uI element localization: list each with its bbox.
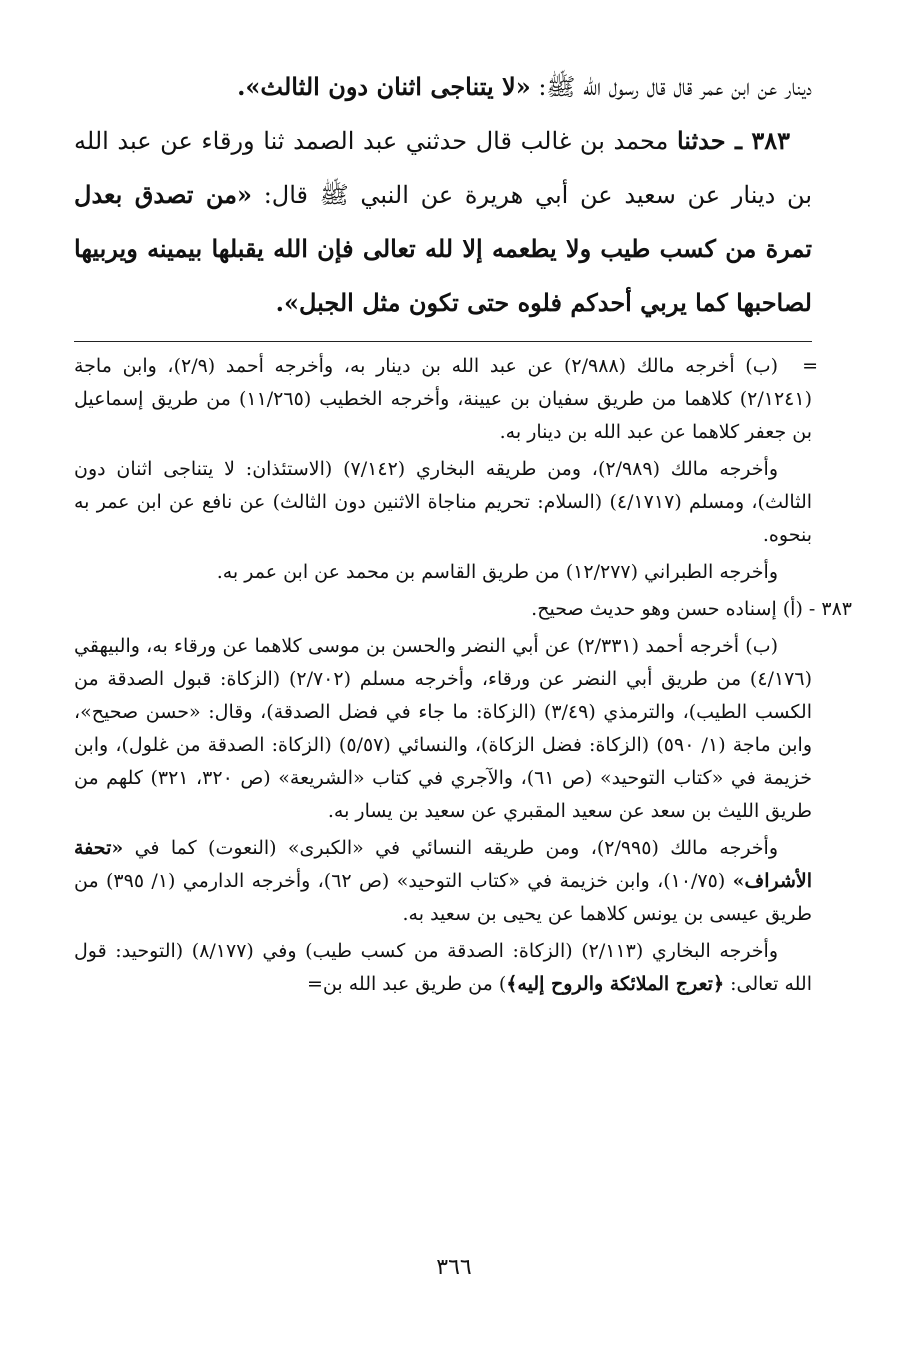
hadith-383 xyxy=(74,114,812,330)
footnote-383-grade: إسناده حسن وهو حديث صحيح. xyxy=(531,598,783,620)
page-number: ٣٦٦ xyxy=(436,1255,472,1280)
footnote-p3: وأخرجه الطبراني (١٢/٢٧٧) من طريق القاسم بن محمد عن ابن عمر به. xyxy=(216,561,778,583)
footnote-p1 xyxy=(74,350,818,449)
main-text xyxy=(74,60,812,330)
hadith-383-isnad: محمد بن غالب قال حدثني عبد الصمد ثنا ورقاء عن عبد الله بن دينار عن سعيد عن أبي هريرة عن النبي ﷺ قال: xyxy=(74,127,812,209)
quran-verse: ﴿تعرج الملائكة والروح إليه﴾ xyxy=(506,973,725,995)
footnote-p5-text-c: (١٠/٧٥)، وابن خزيمة في «كتاب التوحيد» (ص ٦٢)، وأخرجه الدارمي (١/ ٣٩٥) من طريق عيسى بن يونس كلاهما عن يحيى بن سعيد به. xyxy=(74,870,812,925)
book-title: «تحفة الأشراف» xyxy=(74,837,813,892)
continuation-mark: = xyxy=(802,355,818,377)
footnote-383-label: ٣٨٣ - (أ) xyxy=(782,598,852,620)
hadith-383-number: ٣٨٣ ـ حدثنا xyxy=(676,126,790,155)
footnote-p6-text-a: وأخرجه البخاري (٢/١١٣) (الزكاة: الصدقة من كسب طيب) وفي (٨/١٧٧) (التوحيد: قول الله تعالى: xyxy=(74,940,812,995)
footnote-p4: (ب) أخرجه أحمد (٢/٣٣١) عن أبي النضر والحسن بن موسى كلاهما عن ورقاء به، والبيهقي (٤/١٧٦) من طريق أبي النضر عن ورقاء، وأخرجه مسلم (٢/٧٠٢) (الزكاة: قبول الصدقة من الكسب الطيب)، والترمذي (٣/٤٩) (الزكاة: ما جاء في فضل الصدقة)، وقال: «حسن صحيح»، وابن ماجة (١/ ٥٩٠) (الزكاة: فضل الزكاة)، والنسائي (٥/٥٧) (الزكاة: الصدقة من غلول)، وابن خزيمة في «كتاب التوحيد» (ص ٦١)، والآجري في كتاب «الشريعة» (ص ٣٢٠، ٣٢١) كلهم من طريق الليث بن سعد عن سعيد المقبري عن سعيد بن يسار به. xyxy=(74,635,813,822)
footnote-p2: وأخرجه مالك (٢/٩٨٩)، ومن طريقه البخاري (٧/١٤٢) (الاستئذان: لا يتناجى اثنان دون الثالث)، ومسلم (٤/١٧١٧) (السلام: تحريم مناجاة الاثنين دون الثالث) عن نافع عن ابن عمر به بنحوه. xyxy=(74,458,813,546)
footnote-p5-text-a: وأخرجه مالك (٢/٩٩٥)، ومن طريقه النسائي في «الكبرى» (النعوت) كما في xyxy=(123,837,779,859)
footnote-divider xyxy=(74,341,812,342)
hadith-quote: «لا يتناجى اثنان دون الثالث». xyxy=(237,72,531,101)
footnote-p1-text: (ب) أخرجه مالك (٢/٩٨٨) عن عبد الله بن دينار به، وأخرجه أحمد (٢/٩)، وابن ماجة (٢/١٢٤١) كلاهما من طريق سفيان بن عيينة، وأخرجه الخطيب (١١/٢٦٥) من طريق إسماعيل بن جعفر كلاهما عن عبد الله بن دينار به. xyxy=(74,355,813,443)
hadith-383-matn: «من تصدق بعدل تمرة من كسب طيب ولا يطعمه إلا لله تعالى فإن الله يقبلها بيمينه ويربيها لصاحبها كما يربي أحدكم فلوه حتى تكون مثل الجبل». xyxy=(74,180,812,317)
footnotes xyxy=(74,350,852,1005)
footnote-p6-text-c: ) من طريق عبد الله بن= xyxy=(307,973,507,995)
main-line-1-text: دينار عن ابن عمر قال قال رسول الله ﷺ: xyxy=(530,73,812,101)
footnote-p6 xyxy=(74,935,812,1001)
footnote-383-heading xyxy=(74,593,852,626)
footnote-p5 xyxy=(74,832,812,931)
main-line-1 xyxy=(74,60,812,114)
